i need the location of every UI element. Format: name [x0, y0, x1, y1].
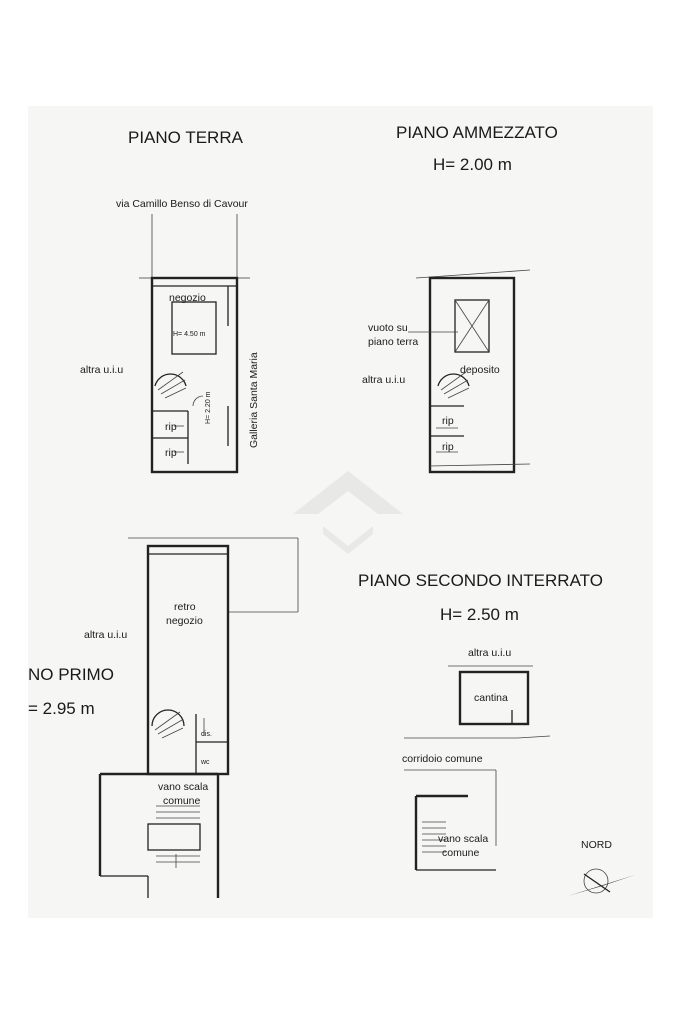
void-label-1: vuoto su [368, 322, 408, 334]
floor-plan-drawing [28, 106, 653, 918]
storage-label: deposito [460, 364, 500, 376]
stair-height-label: H= 2.20 m [205, 391, 212, 424]
north-arrow-icon [568, 869, 638, 896]
void-label-2: piano terra [368, 336, 419, 348]
cellar-label: cantina [474, 692, 508, 704]
stair2-label-1: vano scala [438, 833, 489, 845]
ground-floor-title: PIANO TERRA [128, 128, 243, 147]
first-floor-plan [100, 538, 298, 898]
ground-floor-plan [139, 214, 250, 472]
wc-label: wc [201, 759, 210, 766]
first-floor-title: NO PRIMO [28, 665, 114, 684]
stair-label-1: vano scala [158, 781, 209, 793]
other-unit-basement-label: altra u.i.u [468, 647, 512, 659]
dis-label: dis. [201, 731, 212, 738]
first-floor-height: = 2.95 m [28, 699, 95, 718]
street-label: via Camillo Benso di Cavour [116, 198, 248, 210]
corridor-label: corridoio comune [402, 753, 483, 765]
floor-plan-sheet [28, 106, 653, 918]
north-label: NORD [581, 839, 612, 851]
second-basement-height: H= 2.50 m [440, 605, 519, 624]
other-unit-mezz-label: altra u.i.u [362, 374, 406, 386]
stair-label-2: comune [163, 795, 201, 807]
shop-label: negozio [169, 292, 206, 304]
back-shop-label-2: negozio [166, 615, 203, 627]
second-basement-title: PIANO SECONDO INTERRATO [358, 571, 603, 590]
rip-label-4: rip [442, 441, 454, 453]
mezzanine-height: H= 2.00 m [433, 155, 512, 174]
rip-label-3: rip [442, 415, 454, 427]
back-shop-label-1: retro [174, 601, 196, 613]
gallery-label: Galleria Santa Maria [248, 352, 260, 448]
stair2-label-2: comune [442, 847, 480, 859]
other-unit-ground-label: altra u.i.u [80, 364, 124, 376]
watermark-logo [293, 471, 403, 554]
other-unit-first-label: altra u.i.u [84, 629, 128, 641]
shop-height-label: H= 4.50 m [173, 331, 206, 338]
mezzanine-title: PIANO AMMEZZATO [396, 123, 558, 142]
rip-label-2: rip [165, 447, 177, 459]
rip-label-1: rip [165, 421, 177, 433]
